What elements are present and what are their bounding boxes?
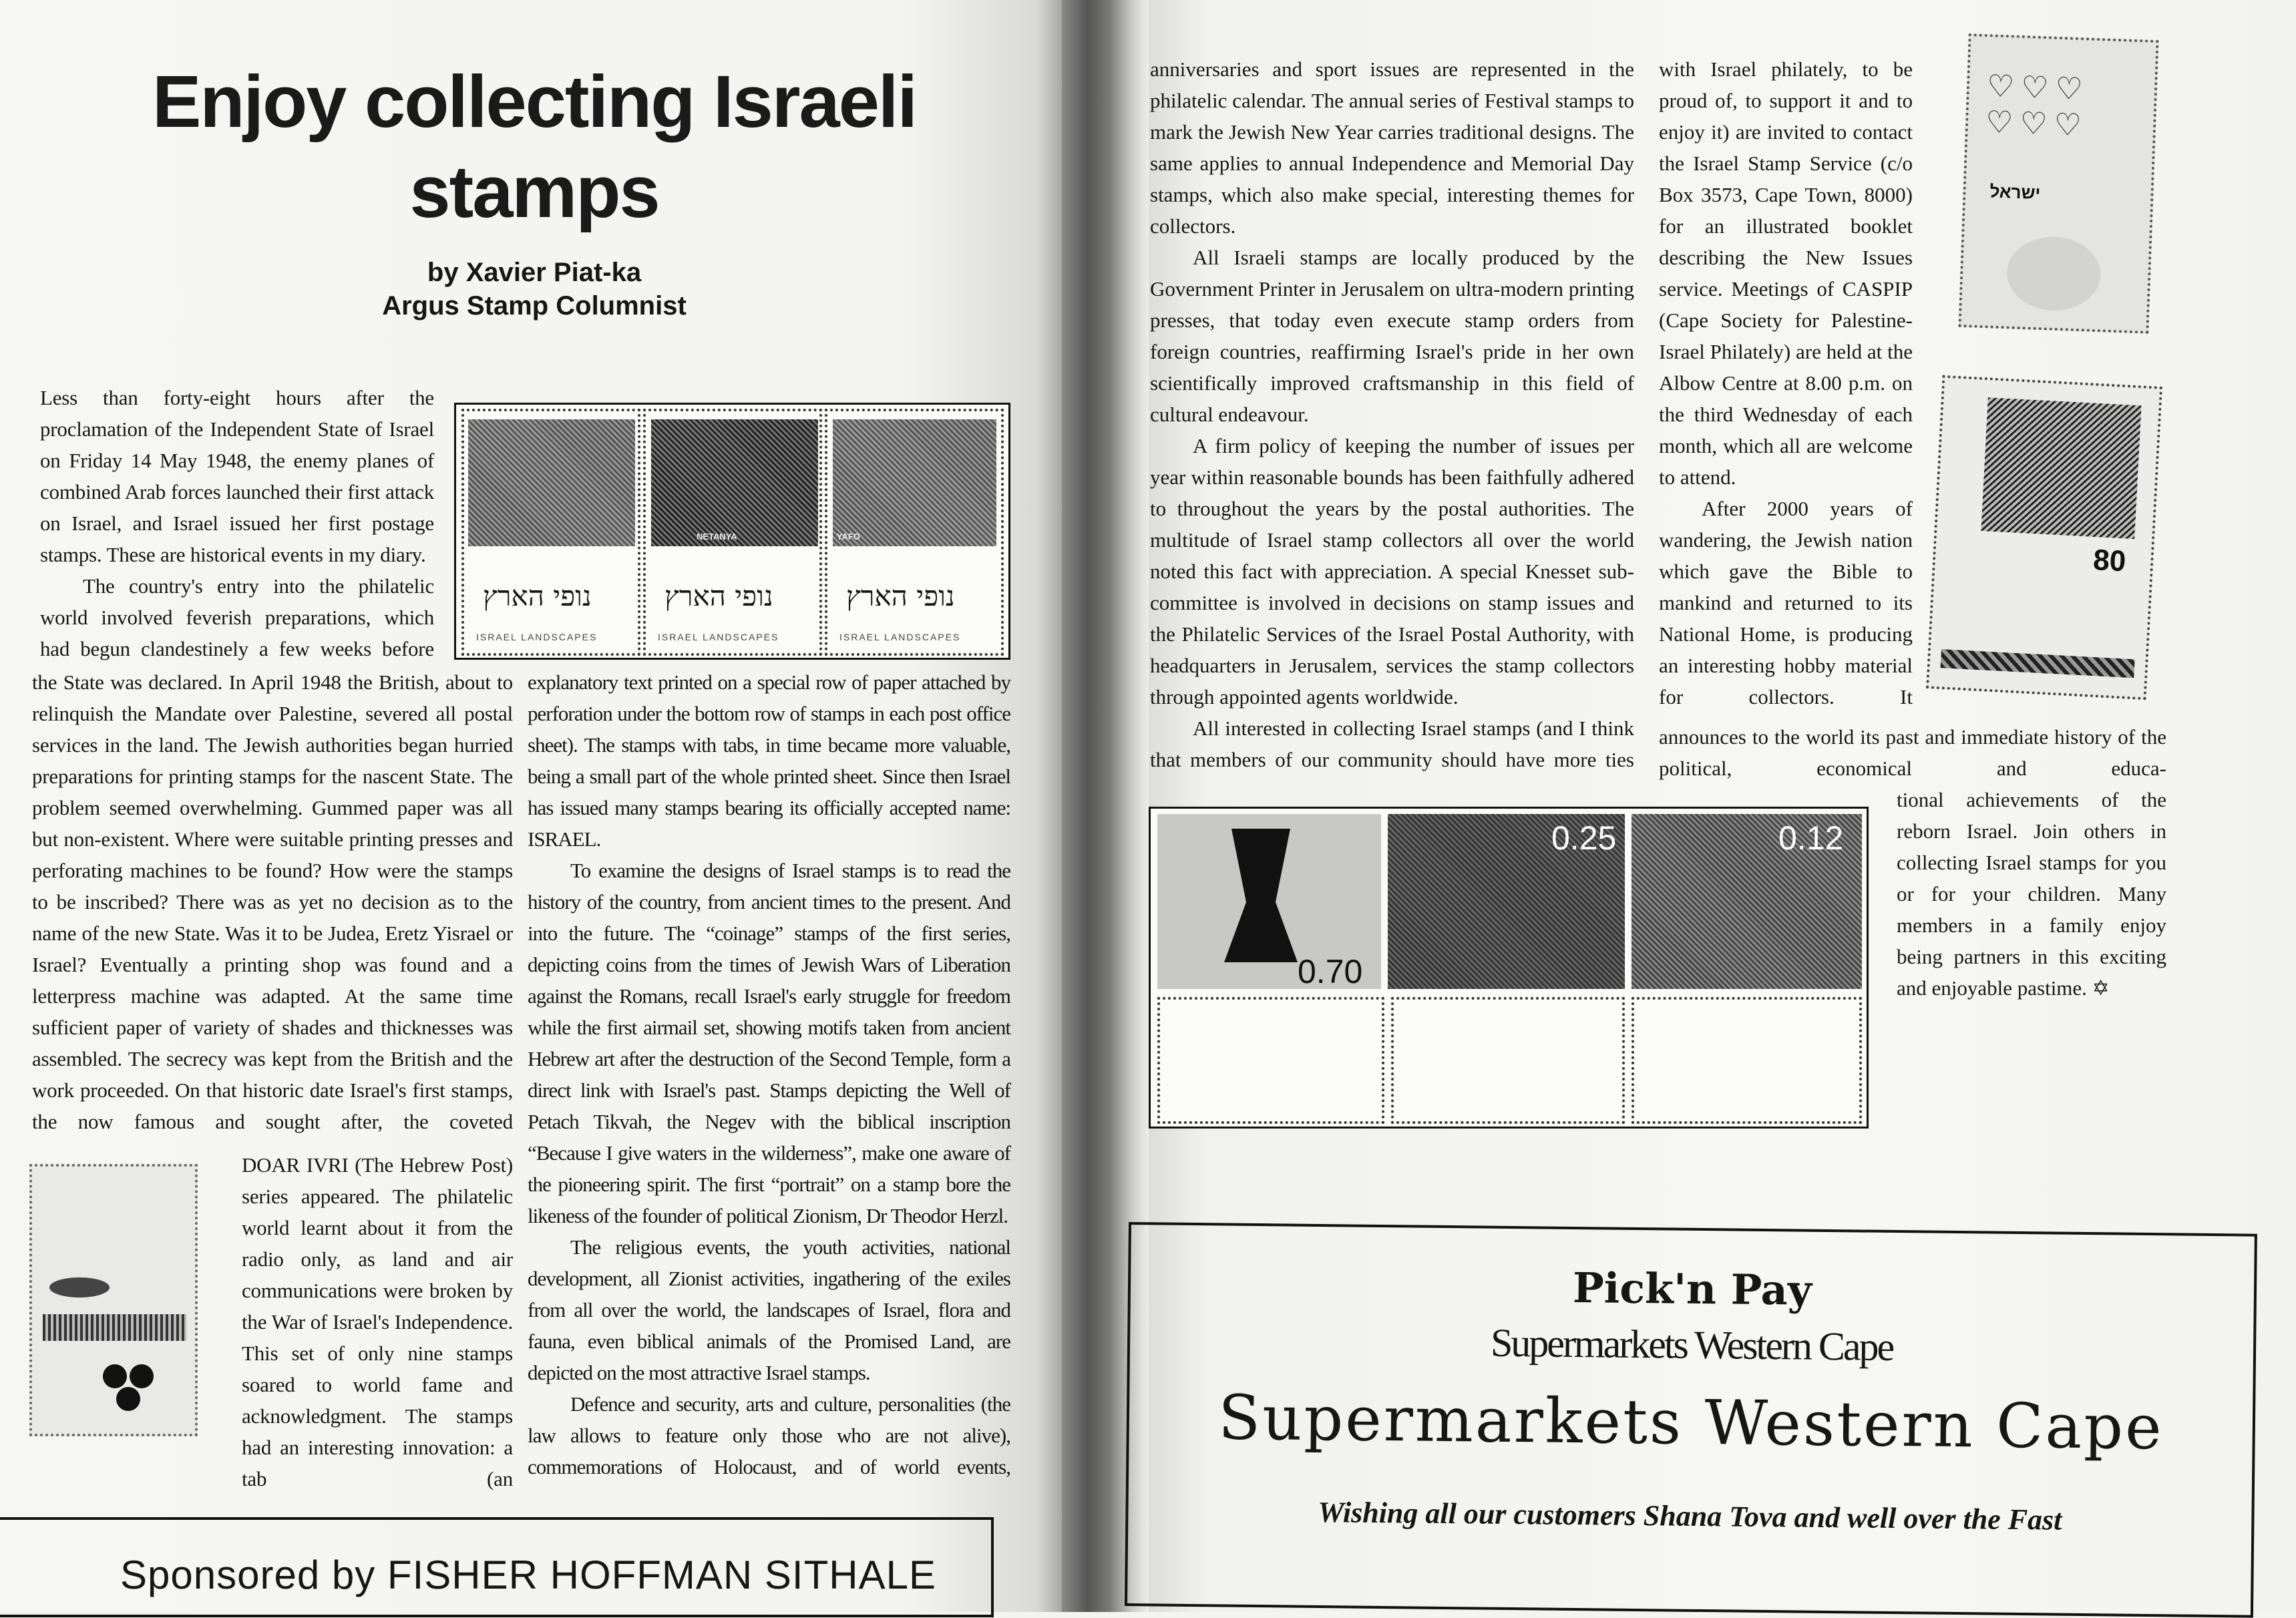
article-text-block-c: DOAR IVRI (The Hebrew Post) series appeared. The philatelic world learnt about it from the radio only, as land and air communications were broken by the War of Israel's Independence. This set of only nine stamps soared to world fame and acknowledgment. The stamps had an interesting innovation: a tab (an — [242, 1153, 513, 1490]
paragraph: A firm policy of keeping the number of issues per year within reasonable bounds has been faithfully adhered to throughout the years by the postal authorities. The multitude of Israel stamp collectors all over the world noted this fact with appreciation. A special Knesset sub-committee is involved in decisions on stamp issues and the Philatelic Services of the Israel Postal Authority, with headquarters in Jerusalem, services the stamp collectors through appointed agents worldwide. — [1150, 434, 1634, 709]
paragraph: After 2000 years of wandering, the Jewish nation which gave the Bible to mankind and returned to its National Home, is producing an interesting hobby material for collectors. It — [1659, 497, 1913, 709]
stamp-perforation — [29, 1164, 198, 1436]
article-right-column-1 — [1150, 53, 1634, 775]
byline — [20, 256, 1048, 323]
stamp-eye-motif — [49, 1277, 110, 1297]
stamp-tab-hebrew: נופי הארץ — [664, 580, 773, 612]
byline-role: Argus Stamp Columnist — [382, 291, 687, 321]
article-text-block-a — [40, 382, 434, 666]
menorah-stamps-image — [1149, 807, 1869, 1129]
paragraph: All Israeli stamps are locally produced by the Government Printer in Jerusalem on ultra-modern printing presses, that today even execute stamp orders from foreign countries, reaffirming Israel's pride in her own scientifically improved craftsmanship in this field of cultural endeavour. — [1150, 246, 1634, 426]
article-middle-column — [528, 666, 1010, 1482]
stamp-picture — [1981, 397, 2141, 539]
landscape-stamps-image — [454, 403, 1010, 660]
doar-ivri-stamp-image — [29, 1164, 198, 1436]
stamp-tab-hebrew: נופי הארץ — [846, 580, 955, 612]
paragraph: explanatory text printed on a special row of paper attached by perforation under the bottom row of stamps in each post office sheet). The stamps with tabs, in time became more valuable, being a small part of the whole printed sheet. Since then Israel has issued many stamps bearing its officially accepted name: ISRAEL. — [528, 670, 1010, 851]
paragraph: The religious events, the youth activities, national development, all Zionist activities, ingathering of the exiles from all over the world, the landscapes of Israel, flora and fauna, even biblical animals of the Promised Land, are depicted on the most attractive Israel stamps. — [528, 1235, 1010, 1384]
sponsor-banner — [0, 1517, 994, 1617]
byline-author: by Xavier Piat-ka — [427, 258, 642, 287]
paragraph: Less than forty-eight hours after the proclamation of the Independent State of Israel on Friday 14 May 1948, the enemy planes of combined Arab forces launched their first attack on Israel, and Israel issued her first postage stamps. These are historical events in my diary. — [40, 386, 434, 566]
tree-stamp-image — [1926, 375, 2162, 700]
stamp-value: 0.25 — [1551, 819, 1617, 857]
pick-n-pay-logo: Pick'n Pay — [1572, 1263, 1812, 1315]
stamp-picture — [651, 419, 818, 546]
stamp-tab-text: ISRAEL LANDSCAPES — [839, 632, 961, 642]
paragraph: with Israel philately, to be proud of, to support it and to enjoy it) are invited to contact the Israel Stamp Service (c/o Box 3573, Cape Town, 8000) for an illustrated booklet describing the New Issues service. Meetings of CASPIP (Cape Society for Palestine-Israel Philately) are held at the Albow Centre at 8.00 p.m. on the third Wednesday of each month, which all are welcome to attend. — [1659, 57, 1913, 489]
stamp-tab — [1391, 997, 1625, 1124]
stamp-value: 0.70 — [1298, 953, 1363, 990]
article-right-column-2 — [1659, 53, 1913, 721]
sponsor-text: Sponsored by FISHER HOFFMAN SITHALE — [120, 1553, 936, 1597]
stamp-place-label: NETANYA — [697, 532, 737, 542]
stamp-tab-hebrew: נופי הארץ — [483, 580, 592, 612]
stamp-tab — [1632, 997, 1862, 1124]
stamp-tab-text: ISRAEL LANDSCAPES — [658, 632, 779, 642]
stamp-band — [43, 1314, 186, 1341]
paragraph: Defence and security, arts and culture, personalities (the law allows to feature only those who are not alive), commemorations of Holocaust, and of world events, — [528, 1392, 1010, 1478]
paragraph: All interested in collecting Israel stamps (and I think that members of our community should have more ties — [1150, 717, 1634, 771]
article-text-block-b: the State was declared. In April 1948 the British, about to relinquish the Mandate over Palestine, severed all postal services in the land. The Jewish authorities began hurried preparations for printing stamps for the nascent State. The problem seemed overwhelming. Gummed paper was all but non-existent. Where were suitable printing presses and perforating machines to be found? How were the stamps to be inscribed? There was as yet no decision as to the name of the new State. Was it to be Judea, Eretz Yisrael or Israel? Eventually a printing shop was found and a letterpress machine was adapted. At the same time sufficient paper of variety of shades and thicknesses was assembled. The secrecy was kept from the British and the work proceeded. On that historic date Israel's first stamps, the now famous and sought after, the coveted — [32, 670, 513, 1133]
paragraph: To examine the designs of Israel stamps is to read the history of the country, from ancient times to the present. And into the future. The “coinage” stamps of the first series, depicting coins from the times of Jewish Wars of Liberation against the Romans, recall Israel's early struggle for freedom while the first airmail set, showing motifs taken from ancient Hebrew art after the destruction of the Second Temple, form a direct link with Israel's past. Stamps depicting the Well of Petach Tikvah, the Negev with the biblical inscription “Because I give waters in the wilderness”, make one aware of the pioneering spirit. The first “portrait” on a stamp bore the likeness of the founder of political Zionism, Dr Theodor Herzl. — [528, 859, 1010, 1227]
paragraph: anniversaries and sport issues are represented in the philatelic calendar. The annual series of Festival stamps to mark the Jewish New Year carries traditional designs. The same applies to annual Independence and Memorial Day stamps, which also make special, interesting themes for collectors. — [1150, 57, 1634, 238]
stamp-circles-motif — [103, 1364, 127, 1388]
stamp-place-label: YAFO — [837, 532, 860, 542]
article-header — [20, 57, 1048, 323]
article-right-column-2-wide: announces to the world its past and immediate history of the political, economical and educa- — [1659, 725, 2166, 780]
stamp-tab-text: ISRAEL LANDSCAPES — [476, 632, 598, 642]
article-right-column-3: tional achievements of the reborn Israel. Join others in collecting Israel stamps for you or for your children. Many members in a family enjoy being partners in this exciting and enjoyable pastime. ✡ — [1897, 788, 2166, 1000]
advert-headline: Supermarkets Western Cape — [1217, 1382, 2164, 1464]
advert-tagline: Wishing all our customers Shana Tova and well over the Fast — [1318, 1495, 2062, 1537]
pick-n-pay-advert — [1125, 1222, 2257, 1618]
festival-stamp-image — [1958, 33, 2158, 334]
stamp-value: 0.12 — [1778, 819, 1844, 857]
stamp-value: 80 — [2092, 543, 2127, 578]
logo-subtitle: Supermarkets Western Cape — [1490, 1320, 1893, 1369]
article-title: Enjoy collecting Israeli stamps — [152, 61, 917, 233]
paragraph: The country's entry into the philatelic world involved feverish preparations, which had begun clandestinely a few weeks before — [40, 574, 434, 660]
stamp-country-label: ישראל — [1989, 181, 2041, 204]
stamp-tab — [1157, 997, 1384, 1124]
stamp-picture — [833, 419, 996, 546]
heart-motifs-icon: ♡♡♡ ♡♡♡ — [1985, 69, 2090, 143]
